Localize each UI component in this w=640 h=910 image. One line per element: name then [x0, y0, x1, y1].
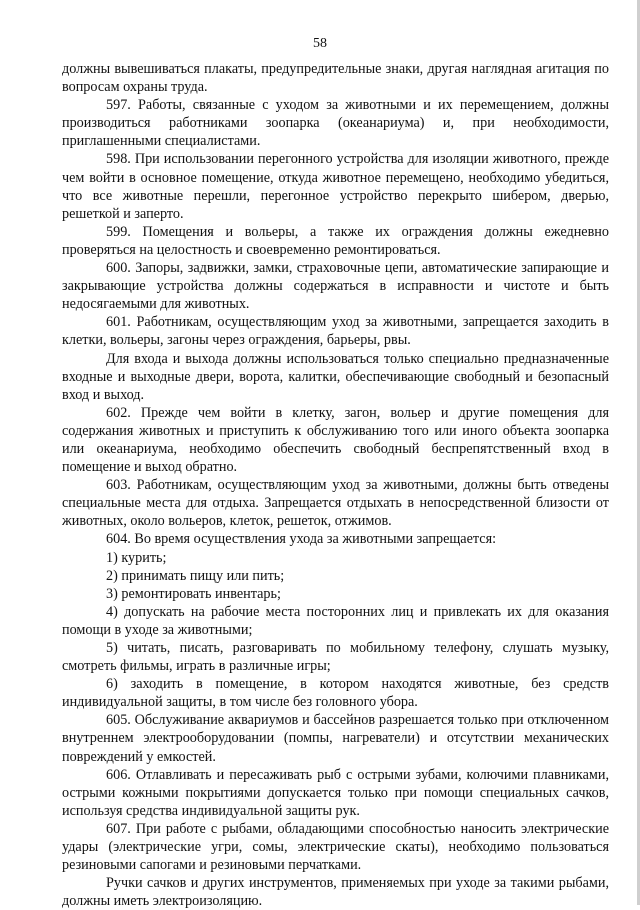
paragraph: 4) допускать на рабочие места посторонних лиц и привлекать их для оказания помощи в уходе за животными;	[62, 603, 609, 638]
paragraph: 597. Работы, связанные с уходом за животными и их перемещением, должны производиться работниками зоопарка (океанариума) и, при необходимости, приглашенными специалистами.	[62, 97, 609, 150]
page-number: 58	[313, 36, 327, 51]
paragraph: 605. Обслуживание аквариумов и бассейнов разрешается только при отключенном внутреннем электрооборудовании (помпы, нагреватели) и отсутствии механических повреждений у емкостей.	[62, 712, 609, 765]
body-text	[62, 60, 609, 910]
paragraph: 2) принимать пищу или пить;	[106, 567, 285, 584]
paragraph: 599. Помещения и вольеры, а также их ограждения должны ежедневно проверяться на целостность и своевременно ремонтироваться.	[62, 223, 609, 258]
paragraph: 1) курить;	[106, 549, 167, 566]
paragraph: 607. При работе с рыбами, обладающими способностью наносить электрические удары (электрические угри, сомы, электрические скаты), необходимо пользоваться резиновыми сапогами и резиновыми перчатками.	[62, 820, 609, 874]
paragraph: 598. При использовании перегонного устройства для изоляции животного, прежде чем войти в основное помещение, откуда животное перемещено, необходимо убедиться, что все животные перешли, перегонное устройство перекрыто шибером, дверью, решеткой и заперто.	[62, 151, 609, 222]
paragraph: 601. Работникам, осуществляющим уход за животными, запрещается заходить в клетки, вольеры, загоны через ограждения, барьеры, рвы.	[62, 314, 609, 349]
paragraph: 600. Запоры, задвижки, замки, страховочные цепи, автоматические запирающие и закрывающие устройства должны содержаться в исправности и чистоте и быть недосягаемыми для животных.	[62, 260, 609, 313]
paragraph: 3) ремонтировать инвентарь;	[106, 585, 281, 602]
paragraph: 5) читать, писать, разговаривать по мобильному телефону, слушать музыку, смотреть фильмы, играть в различные игры;	[62, 640, 609, 675]
paragraph: Ручки сачков и других инструментов, применяемых при уходе за такими рыбами, должны иметь электроизоляцию.	[62, 875, 609, 910]
paragraph: должны вывешиваться плакаты, предупредительные знаки, другая наглядная агитация по вопросам охраны труда.	[62, 61, 609, 96]
paragraph: 604. Во время осуществления ухода за животными запрещается:	[106, 531, 497, 548]
paragraph: 603. Работникам, осуществляющим уход за животными, должны быть отведены специальные места для отдыха. Запрещается отдыхать в непосредственной близости от животных, около вольеров, клеток, решеток, отжимов.	[62, 477, 609, 530]
paragraph: 6) заходить в помещение, в котором находятся животные, без средств индивидуальной защиты, в том числе без головного убора.	[62, 676, 609, 711]
paragraph: 602. Прежде чем войти в клетку, загон, вольер и другие помещения для содержания животных и приступить к обслуживанию того или иного объекта зоопарка или океанариума, необходимо обеспечить свободный беспрепятственный вход в помещение и выход обратно.	[62, 404, 609, 476]
paragraph: 606. Отлавливать и пересаживать рыб с острыми зубами, колючими плавниками, острыми кожными покрытиями допускается только при помощи специальных сачков, используя средства индивидуальной защиты рук.	[62, 766, 609, 819]
paragraph: Для входа и выхода должны использоваться только специально предназначенные входные и выходные двери, ворота, калитки, обеспечивающие свободный и безопасный вход и выход.	[62, 350, 609, 403]
